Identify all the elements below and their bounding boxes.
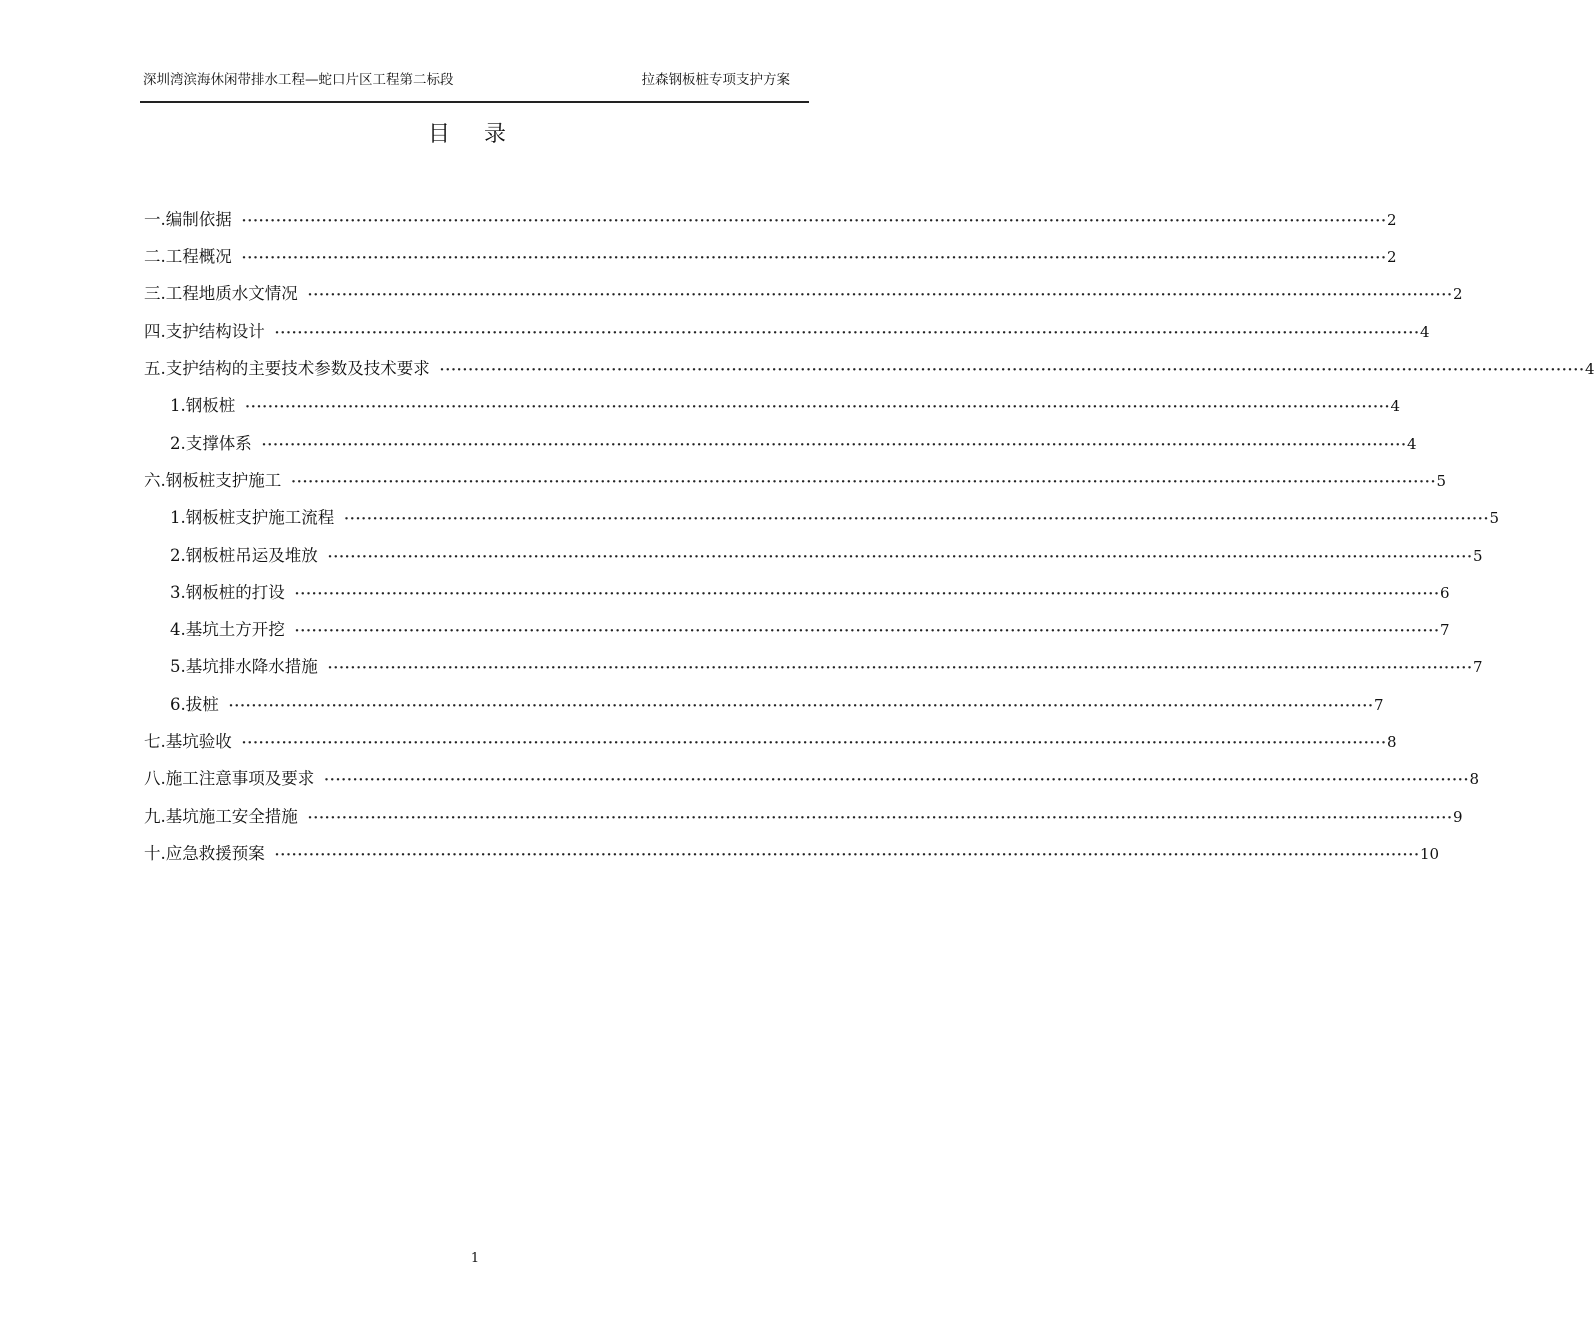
toc-entry-label: 5.基坑排水降水措施: [170, 657, 318, 676]
toc-entry[interactable]: [144, 356, 1594, 382]
toc-entry[interactable]: [144, 319, 1430, 345]
toc-entry-page: 4: [1584, 360, 1594, 378]
toc-entry[interactable]: [170, 393, 1400, 419]
toc-entry-page: 7: [1472, 658, 1483, 676]
toc-entry-page: 2: [1452, 285, 1463, 303]
toc-entry[interactable]: [170, 617, 1450, 643]
toc-entry-page: 8: [1469, 770, 1479, 788]
toc-entry-label: 一.编制依据: [144, 210, 232, 229]
toc-entry-label: 2.钢板桩吊运及堆放: [170, 546, 318, 565]
toc-entry-label: 九.基坑施工安全措施: [144, 807, 298, 826]
toc-dot-leader: ········································································································································································································: [294, 624, 1440, 639]
toc-entry-label: 五.支护结构的主要技术参数及技术要求: [144, 359, 430, 378]
toc-entry[interactable]: [170, 692, 1384, 718]
toc-entry[interactable]: [144, 281, 1463, 307]
toc-dot-leader: ········································································································································································································: [241, 736, 1387, 751]
toc-dot-leader: ········································································································································································································: [241, 214, 1387, 229]
toc-dot-leader: ········································································································································································································: [241, 251, 1387, 266]
toc-entry-label: 三.工程地质水文情况: [144, 284, 298, 303]
toc-entry-page: 4: [1406, 435, 1417, 453]
toc-entry[interactable]: [144, 729, 1397, 755]
toc-dot-leader: ········································································································································································································: [294, 587, 1440, 602]
toc-entry-page: 9: [1452, 808, 1463, 826]
toc-entry[interactable]: [144, 766, 1479, 792]
toc-dot-leader: ········································································································································································································: [274, 848, 1420, 863]
toc-entry-label: 6.拔桩: [170, 695, 219, 714]
toc-dot-leader: ········································································································································································································: [274, 326, 1420, 341]
toc-entry-label: 4.基坑土方开挖: [170, 620, 285, 639]
toc-entry-page: 2: [1386, 211, 1397, 229]
toc-entry[interactable]: [170, 431, 1417, 457]
toc-entry-page: 6: [1439, 584, 1450, 602]
toc-entry-page: 4: [1419, 323, 1430, 341]
toc-entry-page: 5: [1489, 509, 1499, 527]
toc-dot-leader: ········································································································································································································: [439, 363, 1585, 378]
toc-entry[interactable]: [144, 468, 1446, 494]
toc-entry-label: 四.支护结构设计: [144, 322, 265, 341]
toc-entry-label: 1.钢板桩支护施工流程: [170, 508, 335, 527]
toc-entry-label: 八.施工注意事项及要求: [144, 769, 315, 788]
toc-dot-leader: ········································································································································································································: [327, 550, 1473, 565]
toc-entry[interactable]: [144, 804, 1463, 830]
toc-entry[interactable]: [144, 207, 1397, 233]
header-document-title: 拉森钢板桩专项支护方案: [641, 72, 790, 88]
toc-entry-label: 3.钢板桩的打设: [170, 583, 285, 602]
toc-dot-leader: ········································································································································································································: [327, 661, 1473, 676]
toc-entry-page: 7: [1373, 696, 1384, 714]
toc-entry-page: 4: [1390, 397, 1400, 415]
toc-entry-label: 六.钢板桩支护施工: [144, 471, 282, 490]
toc-entry-label: 2.支撑体系: [170, 434, 252, 453]
toc-entry[interactable]: [144, 841, 1440, 867]
toc-dot-leader: ········································································································································································································: [261, 438, 1407, 453]
toc-entry-page: 8: [1386, 733, 1397, 751]
toc-entry-label: 十.应急救援预案: [144, 844, 265, 863]
header-project-name: 深圳湾滨海休闲带排水工程—蛇口片区工程第二标段: [143, 72, 454, 88]
toc-entry[interactable]: [170, 654, 1483, 680]
toc-entry-page: 10: [1419, 845, 1440, 863]
toc-entry[interactable]: [144, 244, 1397, 270]
toc-dot-leader: ········································································································································································································: [307, 288, 1453, 303]
toc-entry-page: 5: [1436, 472, 1446, 490]
toc-title: 目录: [427, 122, 540, 147]
toc-entry-page: 2: [1386, 248, 1397, 266]
toc-entry-label: 1.钢板桩: [170, 396, 236, 415]
toc-dot-leader: ········································································································································································································: [307, 811, 1453, 826]
toc-dot-leader: ········································································································································································································: [344, 512, 1490, 527]
page-number: 1: [470, 1251, 480, 1266]
toc-dot-leader: ········································································································································································································: [324, 773, 1470, 788]
toc-entry-label: 七.基坑验收: [144, 732, 232, 751]
toc-dot-leader: ········································································································································································································: [228, 699, 1374, 714]
toc-entry-label: 二.工程概况: [144, 247, 232, 266]
toc-entry-page: 7: [1439, 621, 1450, 639]
toc-entry[interactable]: [170, 505, 1499, 531]
toc-entry[interactable]: [170, 543, 1483, 569]
toc-dot-leader: ········································································································································································································: [291, 475, 1437, 490]
toc-entry-page: 5: [1472, 547, 1483, 565]
toc-dot-leader: ········································································································································································································: [245, 400, 1391, 415]
toc-entry[interactable]: [170, 580, 1450, 606]
